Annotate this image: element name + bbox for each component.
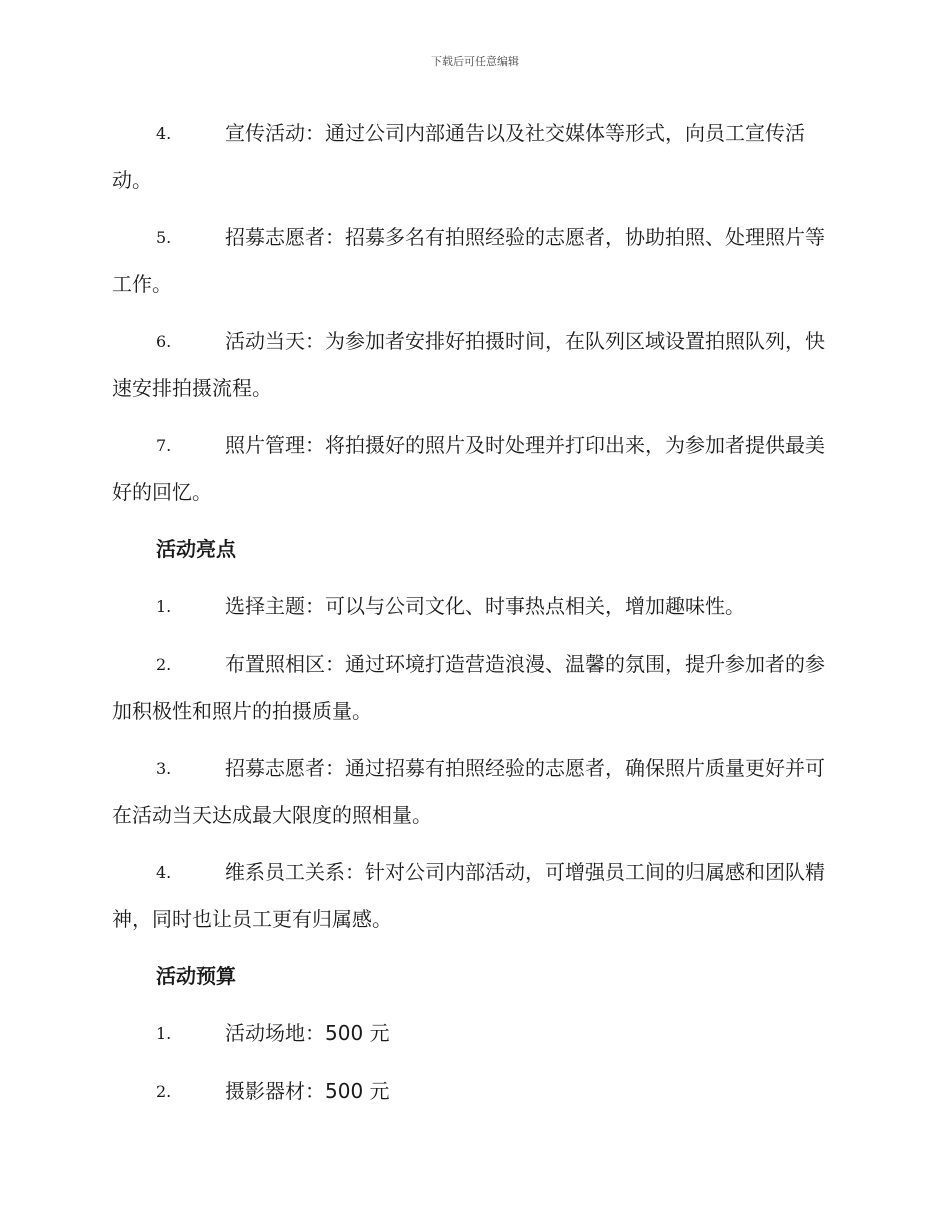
list-text: 活动场地：500 元 (225, 1021, 390, 1045)
list-item (112, 214, 837, 307)
list-item (112, 318, 837, 411)
list-text: 照片管理：将拍摄好的照片及时处理并打印出来，为参加者提供最美好的回忆。 (112, 433, 825, 504)
list-item (112, 1010, 837, 1057)
list-item (112, 1068, 837, 1115)
list-number: 4. (156, 124, 172, 143)
list-item (112, 422, 837, 515)
list-item (112, 110, 837, 203)
list-text: 维系员工关系：针对公司内部活动，可增强员工间的归属感和团队精神，同时也让员工更有归属感。 (112, 860, 825, 931)
list-text: 招募志愿者：通过招募有拍照经验的志愿者，确保照片质量更好并可在活动当天达成最大限度的照相量。 (112, 756, 825, 827)
list-text: 招募志愿者：招募多名有拍照经验的志愿者，协助拍照、处理照片等工作。 (112, 225, 825, 296)
list-item (112, 849, 837, 942)
section-heading-highlights: 活动亮点 (156, 537, 236, 561)
list-number: 3. (156, 759, 172, 778)
document-body (112, 110, 837, 1126)
list-text: 布置照相区：通过环境打造营造浪漫、温馨的氛围，提升参加者的参加积极性和照片的拍摄质量。 (112, 652, 825, 723)
list-text: 活动当天：为参加者安排好拍摄时间，在队列区域设置拍照队列，快速安排拍摄流程。 (112, 329, 825, 400)
list-item (112, 583, 837, 630)
list-number: 6. (156, 332, 172, 351)
list-number: 2. (156, 655, 172, 674)
list-text: 摄影器材：500 元 (225, 1079, 390, 1103)
list-item (112, 641, 837, 734)
list-item (112, 745, 837, 838)
list-number: 1. (156, 597, 172, 616)
list-number: 4. (156, 863, 172, 882)
list-text: 宣传活动：通过公司内部通告以及社交媒体等形式，向员工宣传活动。 (112, 121, 805, 192)
list-number: 7. (156, 436, 172, 455)
section-heading-budget: 活动预算 (156, 964, 236, 988)
page-header: 下载后可任意编辑 (431, 55, 519, 68)
list-number: 2. (156, 1082, 172, 1101)
list-number: 1. (156, 1024, 172, 1043)
list-number: 5. (156, 228, 172, 247)
list-text: 选择主题：可以与公司文化、时事热点相关，增加趣味性。 (225, 594, 745, 618)
